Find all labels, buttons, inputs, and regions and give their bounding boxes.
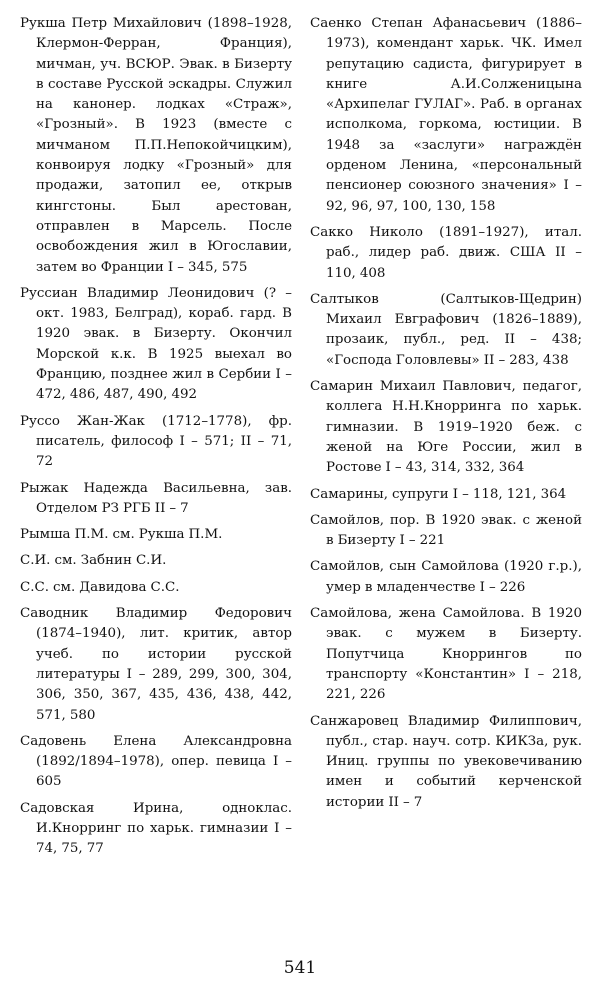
index-entry: Самарин Михаил Павлович, педагог, коллега Н.Н.Кнорринга по харьк. гимназии. В 1919–1920 беж. с женой на Юге России, жил в Ростове I – 43, 314, 332, 364 [310,379,582,476]
index-entry: Рыжак Надежда Васильевна, зав. Отделом РЗ РГБ II – 7 [20,480,292,516]
index-entry: Рымша П.М. см. Рукша П.М. [20,527,223,543]
index-entry: С.С. см. Давидова С.С. [20,579,180,595]
index-entry: Садовская Ирина, одноклас. И.Кнорринг по харьк. гимназии I – 74, 75, 77 [20,800,292,857]
index-entry: Самарины, супруги I – 118, 121, 364 [310,486,567,502]
index-entry: Саводник Владимир Федорович (1874–1940), лит. критик, автор учеб. по истории русской литературы I – 289, 299, 300, 304, 306, 350, 367, 435, 436, 438, 442, 571, 580 [20,606,292,723]
index-entry: Салтыков (Салтыков-Щедрин) Михаил Евграфович (1826–1889), прозаик, публ., ред. II – 438; «Господа Головлевы» II – 283, 438 [310,291,582,368]
index-entry: Саенко Степан Афанасьевич (1886–1973), комендант харьк. ЧК. Имел репутацию садиста, фигурирует в книге А.И.Солженицына «Архипелаг ГУЛАГ». Раб. в органах исполкома, горкома, юстиции. В 1948 за «заслуги» награждён орденом Ленина, «персональный пенсионер союзного значения» I – 92, 96, 97, 100, 130, 158 [310,16,582,214]
index-entry: Самойлова, жена Самойлова. В 1920 эвак. с мужем в Бизерту. Попутчица Кноррингов по транспорту «Константин» I – 218, 221, 226 [310,606,582,703]
index-column-left [20,14,292,866]
index-entry: Самойлов, пор. В 1920 эвак. с женой в Бизерту I – 221 [310,512,582,549]
index-entry: Самойлов, сын Самойлова (1920 г.р.), умер в младенчестве I – 226 [310,559,582,595]
page-number: 541 [283,958,317,978]
index-entry: Рукша Петр Михайлович (1898–1928, Клермон-Ферран, Франция), мичман, уч. ВСЮР. Эвак. в Бизерту в составе Русской эскадры. Служил на канонер. лодках «Страж», «Грозный». В 1923 (вместе с мичманом П.П.Непокойчицким), конвоируя лодку «Грозный» для продажи, затопил ее, открыв кингстоны. Был арестован, отправлен в Марсель. После освобождения жил в Югославии, затем во Франции I – 345, 575 [20,16,292,275]
index-entry: С.И. см. Забнин С.И. [20,553,167,569]
index-entry: Руссо Жан-Жак (1712–1778), фр. писатель, философ I – 571; II – 71, 72 [20,413,292,470]
index-entry: Сакко Николо (1891–1927), итал. раб., лидер раб. движ. США II – 110, 408 [310,224,582,281]
index-column-right [310,14,582,819]
index-entry: Руссиан Владимир Леонидович (? – окт. 1983, Белград), кораб. гард. В 1920 эвак. в Бизерту. Окончил Морской к.к. В 1925 выехал во Францию, позднее жил в Сербии I – 472, 486, 487, 490, 492 [20,285,292,403]
index-entry: Санжаровец Владимир Филиппович, публ., стар. науч. сотр. КИКЗа, рук. Иниц. группы по увековечиванию имен и событий керченской истории II – 7 [310,713,582,810]
index-entry: Садовень Елена Александровна (1892/1894–1978), опер. певица I – 605 [20,733,292,790]
